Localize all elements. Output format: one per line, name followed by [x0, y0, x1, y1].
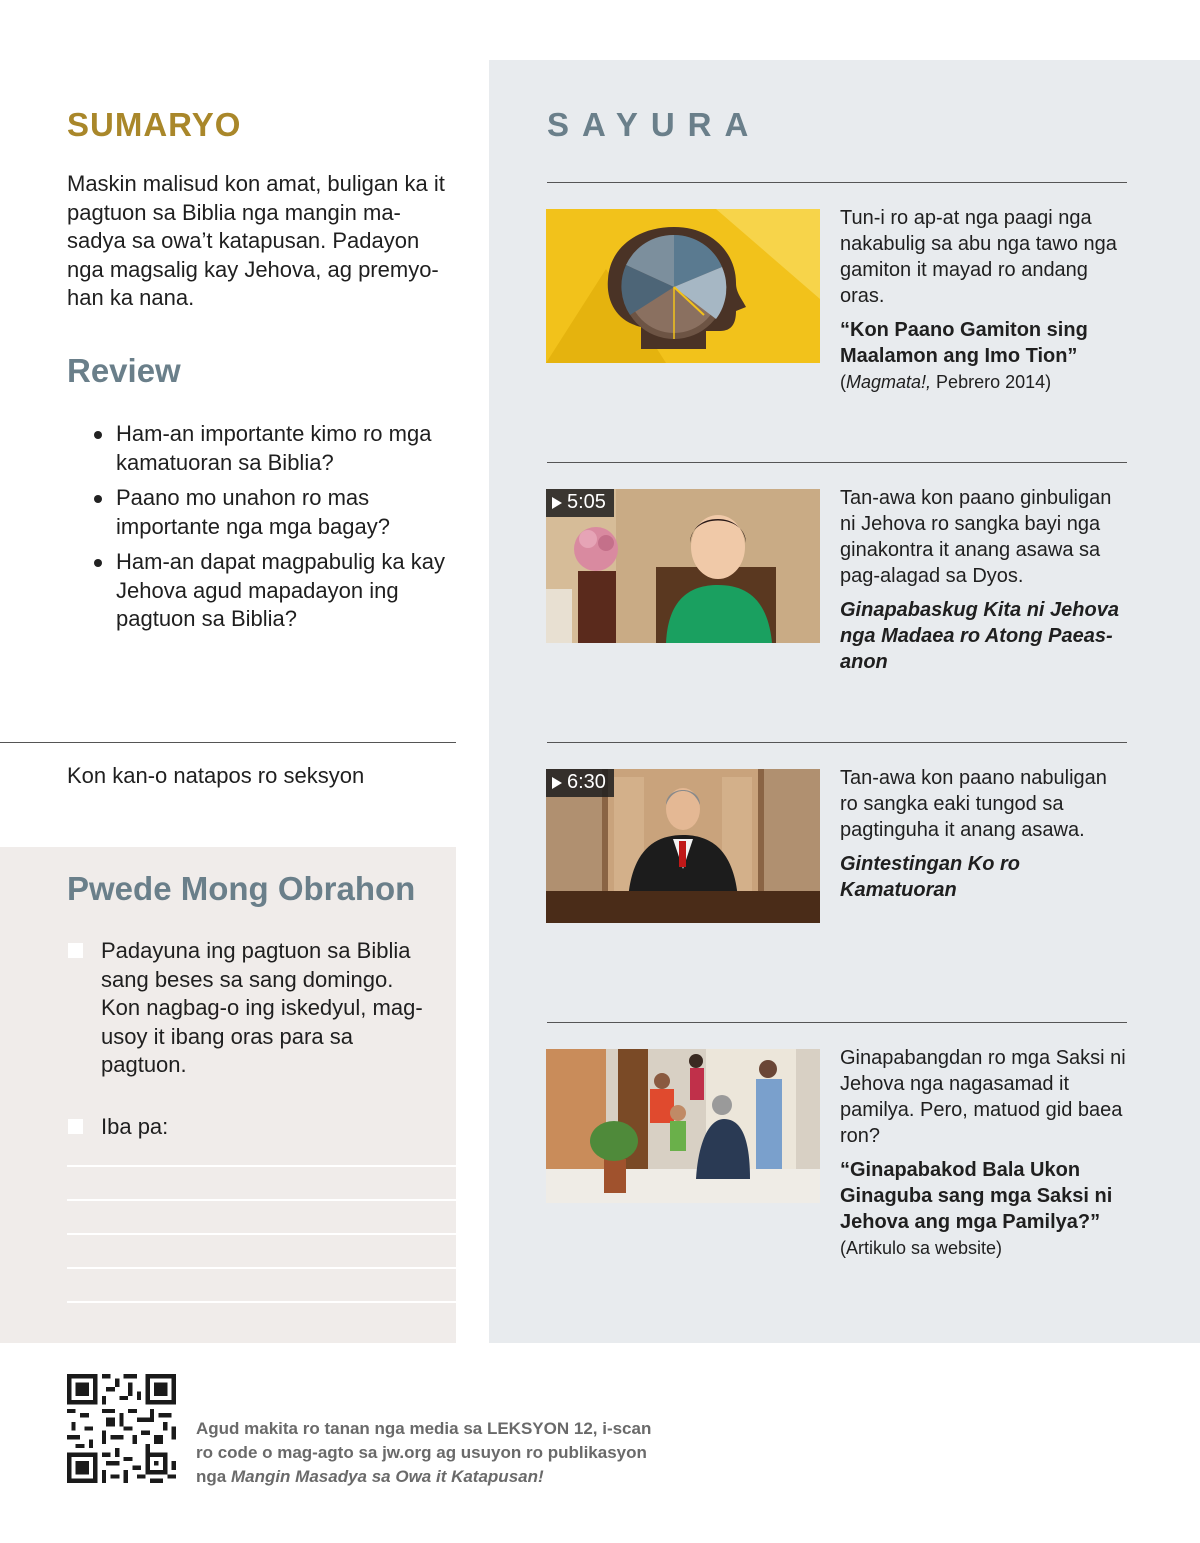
entry-divider	[547, 742, 1127, 743]
write-in-line[interactable]	[67, 1199, 456, 1201]
entry-title[interactable]: “Ginapabakod Bala Ukon Ginaguba sang mga Saksi ni Jehova ang mga Pamilya?”	[840, 1159, 1113, 1233]
family-greeting-photo[interactable]	[546, 1049, 820, 1203]
entry-description: Tan-awa kon paano nabuligan ro sangka eaki tungod sa pagtinguha it anang asawa.	[840, 767, 1107, 841]
man-at-desk-photo[interactable]	[546, 769, 820, 923]
checkbox[interactable]	[68, 1119, 83, 1134]
head-clock-illustration[interactable]	[546, 209, 820, 363]
woman-portrait-photo[interactable]	[546, 489, 820, 643]
review-question: Paano mo unahon ro mas importante nga mga bagay?	[92, 484, 452, 541]
checkbox[interactable]	[68, 943, 83, 958]
play-icon	[552, 497, 562, 509]
entry-description: Ginapabangdan ro mga Saksi ni Jehova nga nagasamad it pamilya. Pero, matuod gid baea ron?	[840, 1047, 1126, 1147]
summary-heading: SUMARYO	[67, 106, 242, 143]
entry-divider	[547, 182, 1127, 183]
explore-heading: SAYURA	[547, 106, 762, 143]
entry-title[interactable]: “Kon Paano Gamiton sing Maalamon ang Imo Tion”	[840, 319, 1088, 367]
magazine-name: Magmata!,	[846, 372, 932, 392]
write-in-line[interactable]	[67, 1165, 456, 1167]
entry-source: (Magmata!, Pebrero 2014)	[840, 372, 1052, 392]
entry-title[interactable]: Ginapabaskug Kita ni Jehova nga Madaea ro Atong Paeas-anon	[840, 599, 1119, 673]
write-in-line[interactable]	[67, 1267, 456, 1269]
write-in-line[interactable]	[67, 1301, 456, 1303]
bullet-icon	[94, 559, 102, 567]
todo-item-label: Padayuna ing pagtuon sa Biblia sang beses sa sang domingo. Kon nagbag-o ing iskedyul, mag-usoy it ibang oras para sa pagtuon.	[101, 938, 423, 1077]
video-duration-badge: 6:30	[546, 769, 614, 797]
completion-date-label: Kon kan-o natapos ro seksyon	[67, 763, 365, 788]
entry-divider	[547, 462, 1127, 463]
review-heading: Review	[67, 352, 181, 389]
entry-source: (Artikulo sa website)	[840, 1238, 1003, 1258]
review-question: Ham-an importante kimo ro mga kamatuoran sa Biblia?	[92, 420, 452, 477]
video-duration-badge: 5:05	[546, 489, 614, 517]
entry-description: Tun-i ro ap-at nga paagi nga nakabulig sa abu nga tawo nga gamiton it mayad ro andang oras.	[840, 207, 1117, 307]
section-divider	[0, 742, 456, 743]
review-question: Ham-an dapat magpabulig ka kay Jehova agud mapadayon ing pagtuon sa Biblia?	[92, 548, 452, 634]
publication-title: Mangin Masadya sa Owa it Katapusan!	[230, 1467, 544, 1486]
qr-code-icon[interactable]	[67, 1374, 176, 1483]
play-icon	[552, 777, 562, 789]
bullet-icon	[94, 431, 102, 439]
write-in-line[interactable]	[67, 1233, 456, 1235]
entry-title[interactable]: Gintestingan Ko ro Kamatuoran	[840, 853, 1020, 901]
todo-item[interactable]	[68, 937, 428, 1080]
entry-divider	[547, 1022, 1127, 1023]
todo-item-label: Iba pa:	[101, 1114, 169, 1139]
entry-description: Tan-awa kon paano ginbuligan ni Jehova ro sangka bayi nga ginakontra it anang asawa sa pag-alagad sa Dyos.	[840, 487, 1112, 587]
bullet-icon	[94, 495, 102, 503]
review-list	[92, 420, 452, 641]
todo-item-other[interactable]	[68, 1113, 428, 1142]
footer-instructions: Agud makita ro tanan nga media sa LEKSYON 12, i-scan ro code o mag-agto sa jw.org ag usuyon ro publikasyon nga Mangin Masadya sa Owa it Katapusan!	[196, 1419, 652, 1486]
todo-heading: Pwede Mong Obrahon	[67, 870, 416, 907]
summary-text: Maskin malisud kon amat, buligan ka it pagtuon sa Biblia nga mangin ma-sadya sa owa’t katapusan. Padayon nga magsalig kay Jehova, ag premyo-han ka nana.	[67, 171, 445, 310]
